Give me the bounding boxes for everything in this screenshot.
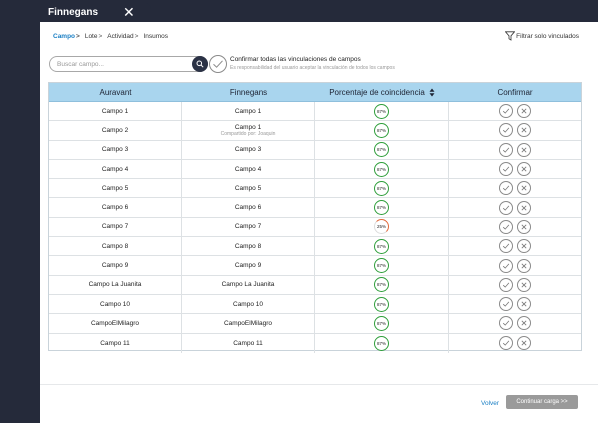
cell-finnegans [182,314,315,332]
finnegans-name: Campo 4 [234,165,262,173]
confirm-row-button[interactable] [499,162,513,176]
check-icon [502,126,510,134]
cell-auravant [49,198,182,216]
reject-row-button[interactable] [517,278,531,292]
cell-finnegans [182,276,315,294]
confirm-row-button[interactable] [499,278,513,292]
check-icon [502,242,510,250]
check-icon [502,165,510,173]
cell-confirm [449,295,581,313]
sort-icon[interactable] [429,88,435,97]
finnegans-name: Campo 6 [234,204,262,212]
breadcrumb-label: Lote [84,33,98,40]
close-icon [520,242,528,250]
mapping-table [48,82,582,351]
close-icon [520,262,528,270]
table-row [49,102,581,121]
cell-finnegans [182,295,315,313]
table-row [49,198,581,217]
confirm-all-subtitle: Es responsabilidad del usuario aceptar la vinculación de todos los campos [230,65,395,71]
finnegans-name: Campo 1 [234,107,262,115]
cell-auravant [49,256,182,274]
header-auravant: Auravant [99,88,132,97]
close-icon [520,184,528,192]
confirm-row-button[interactable] [499,123,513,137]
confirm-row-button[interactable] [499,181,513,195]
header-confirm: Confirmar [497,88,533,97]
finnegans-name: Campo 9 [234,262,262,270]
auravant-name: Campo 5 [101,184,129,192]
cell-match [315,102,449,120]
finnegans-name: Campo 1 [234,123,262,131]
breadcrumb-label: Actividad [107,33,134,40]
finnegans-name: Campo 8 [234,242,262,250]
title-bar [0,0,598,22]
table-row [49,160,581,179]
check-icon [502,204,510,212]
cell-confirm [449,102,581,120]
table-row [49,121,581,140]
confirm-all-title: Confirmar todas las vinculaciones de campos [230,56,361,63]
filter-label: Filtrar solo vinculados [516,32,579,40]
match-percentage-badge: 25% [374,219,389,234]
cell-confirm [449,218,581,236]
search-field [49,56,208,72]
check-icon [502,223,510,231]
close-icon [520,126,528,134]
match-percentage-badge: 87% [374,162,389,177]
cell-finnegans [182,256,315,274]
cell-match [315,334,449,353]
footer-divider [40,384,598,385]
cell-match [315,256,449,274]
match-percentage-badge: 87% [374,258,389,273]
cell-auravant [49,276,182,294]
check-icon [502,262,510,270]
table-row [49,314,581,333]
finnegans-name: CampoElMilagro [223,319,273,327]
match-percentage-badge: 87% [374,181,389,196]
cell-match [315,121,449,139]
confirm-row-button[interactable] [499,143,513,157]
check-icon [502,339,510,347]
continue-button[interactable]: Continuar carga >> [506,395,578,409]
table-row [49,334,581,353]
cell-auravant [49,121,182,139]
cell-finnegans [182,160,315,178]
check-icon [502,281,510,289]
match-percentage-badge: 87% [374,316,389,331]
table-row [49,276,581,295]
cell-auravant [49,218,182,236]
close-icon [520,165,528,173]
reject-row-button[interactable] [517,162,531,176]
confirm-row-button[interactable] [499,316,513,330]
confirm-row-button[interactable] [499,104,513,118]
confirm-all-text [230,56,395,71]
header-match[interactable] [315,83,449,102]
tab-title: Finnegans [48,7,99,18]
table-row [49,179,581,198]
auravant-name: Campo 3 [101,146,129,154]
reject-row-button[interactable] [517,297,531,311]
main-panel [40,22,598,423]
auravant-name: Campo 1 [101,107,129,115]
table-body [49,102,581,353]
cell-finnegans [182,179,315,197]
header-match-label: Porcentaje de coincidencia [329,88,425,97]
table-row [49,295,581,314]
match-percentage-badge: 87% [374,277,389,292]
cell-match [315,237,449,255]
match-percentage-badge: 87% [374,239,389,254]
cell-confirm [449,121,581,139]
reject-row-button[interactable] [517,336,531,350]
auravant-name: Campo 10 [100,300,130,308]
check-icon [502,146,510,154]
table-row [49,237,581,256]
table-header [49,83,581,102]
match-percentage-badge: 87% [374,123,389,138]
confirm-row-button[interactable] [499,220,513,234]
shared-by-label: Compartido por: Joaquin [220,130,276,137]
header-finnegans: Finnegans [229,88,268,97]
cell-auravant [49,295,182,313]
finnegans-name: Campo 5 [234,184,262,192]
check-icon [502,300,510,308]
cell-confirm [449,198,581,216]
check-icon [502,184,510,192]
finnegans-name: Campo 3 [234,146,262,154]
window-tab[interactable] [40,3,151,22]
cell-finnegans [182,121,315,139]
funnel-icon [505,31,515,41]
auravant-name: CampoElMilagro [90,319,140,327]
cell-match [315,160,449,178]
reject-row-button[interactable] [517,104,531,118]
match-percentage-badge: 87% [374,104,389,119]
cell-match [315,218,449,236]
search-icon [196,60,204,68]
close-icon [520,319,528,327]
cell-match [315,314,449,332]
cell-confirm [449,160,581,178]
match-percentage-badge: 87% [374,336,389,351]
reject-row-button[interactable] [517,316,531,330]
breadcrumb-label: Insumos [143,33,169,40]
match-percentage-badge: 87% [374,297,389,312]
cell-auravant [49,334,182,353]
table-row [49,256,581,275]
cell-match [315,295,449,313]
cell-auravant [49,160,182,178]
close-icon [520,339,528,347]
auravant-name: Campo La Juanita [88,281,142,289]
cell-match [315,198,449,216]
cell-finnegans [182,237,315,255]
breadcrumb [53,33,171,40]
auravant-name: Campo 7 [101,223,129,231]
finnegans-name: Campo 11 [233,339,263,347]
cell-confirm [449,276,581,294]
breadcrumb-item[interactable] [85,33,104,40]
auravant-name: Campo 4 [101,165,129,173]
cell-finnegans [182,141,315,159]
auravant-name: Campo 9 [101,262,129,270]
reject-row-button[interactable] [517,239,531,253]
cell-match [315,179,449,197]
confirm-row-button[interactable] [499,297,513,311]
breadcrumb-item[interactable] [143,33,168,40]
auravant-name: Campo 2 [101,126,129,134]
close-icon [520,146,528,154]
filter-linked-toggle[interactable] [505,31,579,41]
breadcrumb-separator: > [98,33,103,40]
auravant-name: Campo 6 [101,204,129,212]
match-percentage-badge: 87% [374,142,389,157]
table-row [49,218,581,237]
confirm-row-button[interactable] [499,259,513,273]
cell-finnegans [182,334,315,353]
cell-finnegans [182,218,315,236]
finnegans-name: Campo 10 [233,300,263,308]
search-input[interactable] [57,59,182,69]
breadcrumb-separator: > [134,33,139,40]
breadcrumb-item[interactable] [107,33,140,40]
breadcrumb-label: Campo [53,33,76,40]
finnegans-name: Campo 7 [234,223,262,231]
cell-auravant [49,237,182,255]
close-icon[interactable]: ✕ [123,4,135,20]
check-icon [502,319,510,327]
cell-auravant [49,141,182,159]
cell-match [315,276,449,294]
close-icon [520,281,528,289]
breadcrumb-item[interactable] [53,33,82,40]
cell-confirm [449,237,581,255]
cell-finnegans [182,102,315,120]
check-icon [502,107,510,115]
cell-match [315,141,449,159]
cell-auravant [49,102,182,120]
match-percentage-badge: 87% [374,200,389,215]
finnegans-name: Campo La Juanita [221,281,275,289]
cell-auravant [49,179,182,197]
breadcrumb-separator: > [76,33,80,40]
cell-confirm [449,334,581,353]
cell-finnegans [182,198,315,216]
cell-auravant [49,314,182,332]
cell-confirm [449,179,581,197]
reject-row-button[interactable] [517,181,531,195]
close-icon [520,223,528,231]
reject-row-button[interactable] [517,201,531,215]
search-button[interactable] [192,56,208,72]
cell-confirm [449,314,581,332]
back-link[interactable]: Volver [481,400,500,407]
table-row [49,141,581,160]
reject-row-button[interactable] [517,123,531,137]
reject-row-button[interactable] [517,143,531,157]
close-icon [520,107,528,115]
confirm-row-button[interactable] [499,239,513,253]
confirm-all-button[interactable] [208,54,228,74]
auravant-name: Campo 8 [101,242,129,250]
cell-confirm [449,141,581,159]
auravant-name: Campo 11 [100,339,130,347]
cell-confirm [449,256,581,274]
close-icon [520,204,528,212]
confirm-row-button[interactable] [499,336,513,350]
close-icon [520,300,528,308]
reject-row-button[interactable] [517,259,531,273]
reject-row-button[interactable] [517,220,531,234]
confirm-row-button[interactable] [499,201,513,215]
